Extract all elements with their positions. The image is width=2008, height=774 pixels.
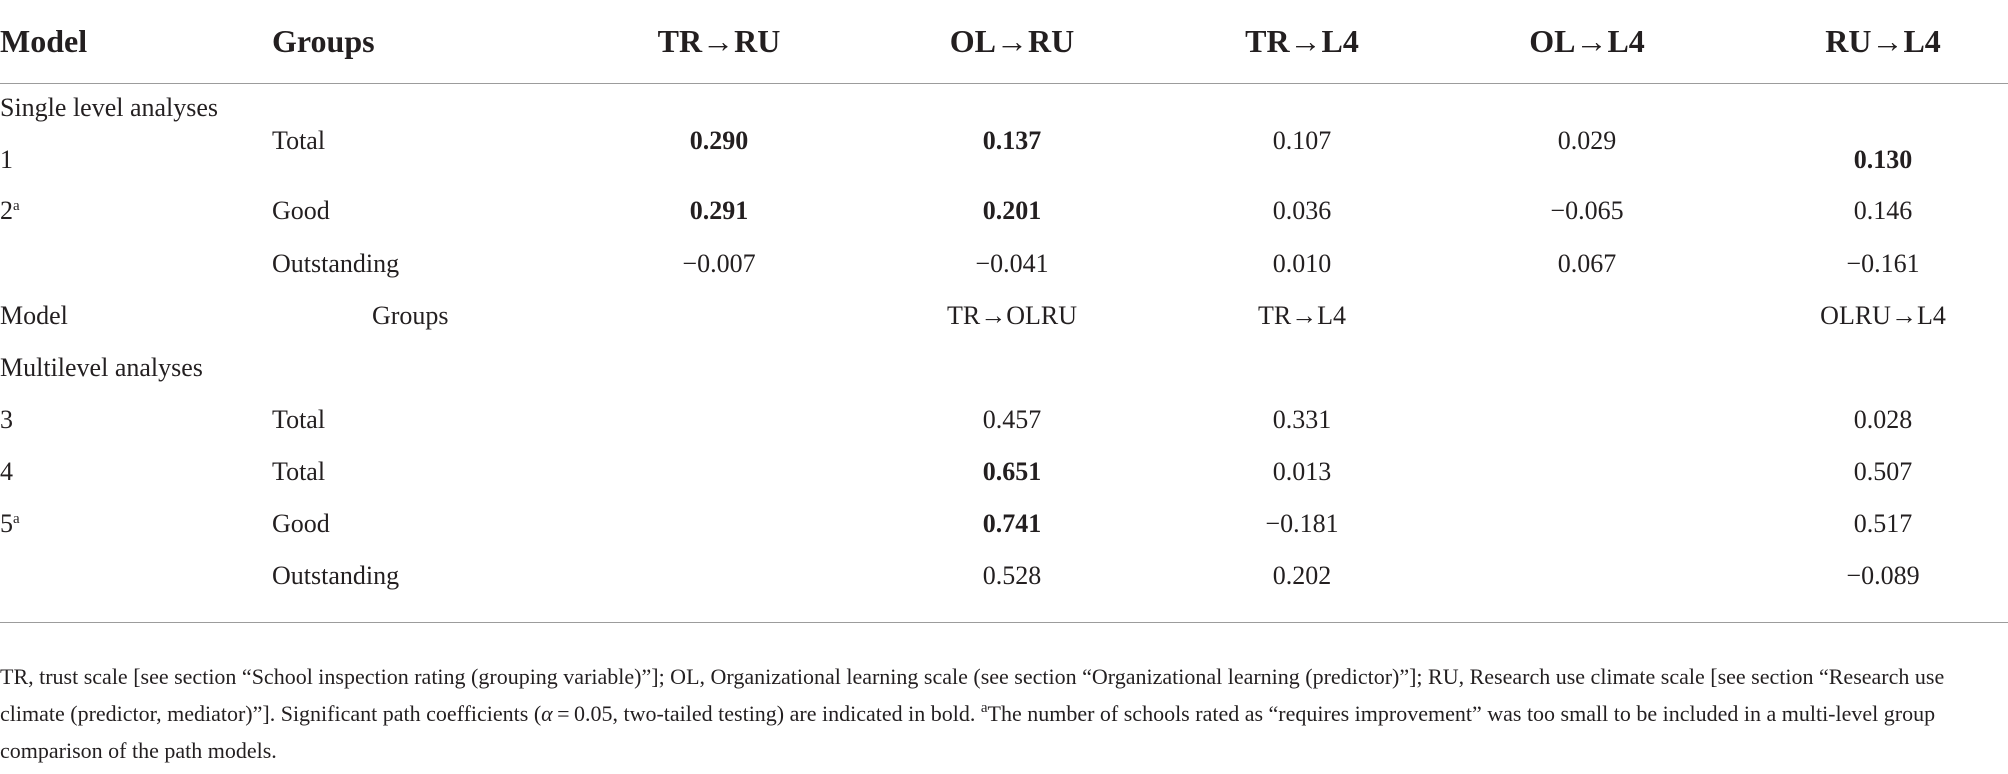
header-col-tr-l4: TR→L4 [1245,23,1359,59]
value-cell: −0.041 [975,249,1049,278]
value-cell: 0.010 [1272,249,1332,278]
value-cell: 0.202 [1272,561,1332,590]
section-title-single: Single level analyses [0,93,219,122]
header-model: Model [0,23,88,59]
section-title-multi: Multilevel analyses [0,353,203,382]
value-cell: 0.507 [1853,457,1913,486]
subheader-col-olru-l4: OLRU→L4 [1820,301,1946,330]
header-col-ru-l4: RU→L4 [1825,23,1941,59]
group-cell: Total [272,405,326,434]
subheader-model: Model [0,301,68,330]
value-cell: 0.146 [1853,196,1913,225]
value-cell: −0.181 [1265,509,1339,538]
value-cell: 0.457 [982,405,1042,434]
value-cell: 0.028 [1853,405,1913,434]
group-cell: Total [272,126,326,155]
value-cell: 0.036 [1272,196,1332,225]
model-cell: 5$^a$ [0,509,20,538]
group-cell: Outstanding [272,249,400,278]
group-cell: Outstanding [272,561,400,590]
table-footnote: TR, trust scale [see section “School inspection rating (grouping variable)”]; OL, Organizational learning scale (see section “Organizational learning (predictor)”]; RU, Research use climate scale [see section “Research use climate (predictor, mediator)”]. Significant path coefficients (α = 0.05, two-tailed testing) are indicated in bold. $^a$The number of schools rated as “requires improvement” was too small to be included in a multi-level group comparison of the path models. [0,664,1945,763]
value-cell: 0.291 [689,196,749,225]
value-cell: 0.013 [1272,457,1332,486]
header-col-tr-ru: TR→RU [657,23,781,59]
value-cell: −0.089 [1846,561,1920,590]
header-rule [0,83,2008,84]
subheader-col-tr-l4: TR→L4 [1257,301,1347,330]
header-col-ol-ru: OL→RU [949,23,1075,59]
value-cell: 0.517 [1853,509,1913,538]
group-cell: Good [272,509,330,538]
group-cell: Good [272,196,330,225]
value-cell: 0.107 [1272,126,1332,155]
value-cell: 0.029 [1557,126,1617,155]
group-cell: Total [272,457,326,486]
model-cell: 4 [0,457,13,486]
value-cell: −0.161 [1846,249,1920,278]
model-cell: 2$^a$ [0,196,20,225]
value-cell: 0.741 [982,509,1042,538]
table-bottom-rule [0,622,2008,623]
value-cell: 0.528 [982,561,1042,590]
value-cell: 0.130 [1853,145,1913,174]
model-cell: 1 [0,145,13,174]
value-cell: 0.290 [689,126,749,155]
value-cell: 0.067 [1557,249,1617,278]
subheader-groups: Groups [372,301,449,330]
subheader-col-tr-olru: TR→OLRU [947,301,1077,330]
value-cell: −0.065 [1550,196,1624,225]
value-cell: 0.651 [982,457,1042,486]
value-cell: 0.137 [982,126,1042,155]
value-cell: 0.331 [1272,405,1332,434]
model-cell: 3 [0,405,13,434]
header-col-ol-l4: OL→L4 [1529,23,1645,59]
value-cell: 0.201 [982,196,1042,225]
value-cell: −0.007 [682,249,756,278]
header-groups: Groups [272,23,375,59]
